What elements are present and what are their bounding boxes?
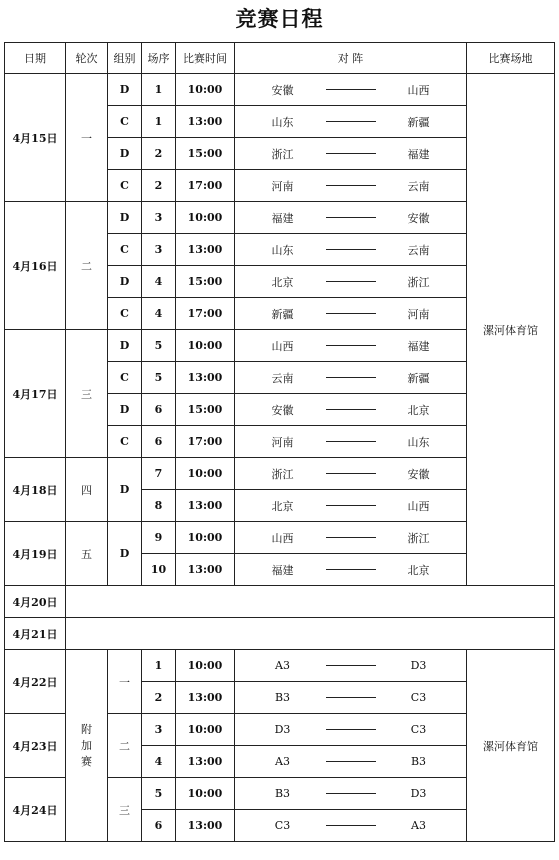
matchup-cell [235,746,467,778]
round-cell: 四 [66,458,108,522]
time-cell: 13:00 [176,554,235,586]
seq-cell: 2 [142,170,176,202]
empty-cell [66,586,555,618]
time-cell: 10:00 [176,74,235,106]
header-row [5,43,555,74]
matchup [235,106,466,137]
seq-cell: 7 [142,458,176,490]
time-cell: 13:00 [176,362,235,394]
group-cell: C [108,170,142,202]
table-row [5,650,555,682]
group-cell: D [108,394,142,426]
group-cell: C [108,426,142,458]
matchup [235,746,466,777]
matchup-cell [235,394,467,426]
schedule-table [4,42,555,842]
rest-day-row [5,586,555,618]
home-team: 山东 [271,115,294,129]
round-cell: 二 [108,714,142,778]
date-cell: 4月18日 [5,458,66,522]
header-date: 日期 [5,43,66,74]
home-team: 北京 [271,275,294,289]
away-team: 浙江 [407,275,430,289]
matchup [235,426,466,457]
seq-cell: 8 [142,490,176,522]
time-cell: 15:00 [176,138,235,170]
matchup-cell [235,682,467,714]
versus-line [326,217,376,218]
away-team: 福建 [407,339,430,353]
versus-line [326,121,376,122]
seq-cell: 3 [142,714,176,746]
seq-cell: 6 [142,394,176,426]
versus-line [326,89,376,90]
away-team: 云南 [407,243,430,257]
round-cell: 三 [108,778,142,842]
round-cell: 一 [108,650,142,714]
venue-cell: 漯河体育馆 [467,74,555,586]
group-cell: C [108,234,142,266]
seq-cell: 10 [142,554,176,586]
versus-line [326,345,376,346]
away-team: 山西 [407,499,430,513]
versus-line [326,441,376,442]
matchup [235,714,466,745]
versus-line [326,537,376,538]
versus-line [326,665,376,666]
versus-line [326,377,376,378]
away-team: 北京 [407,403,430,417]
matchup [235,810,466,841]
matchup-cell [235,714,467,746]
round-cell: 五 [66,522,108,586]
matchup [235,490,466,521]
header-group: 组别 [108,43,142,74]
matchup [235,554,466,585]
versus-line [326,313,376,314]
away-team: 新疆 [407,371,430,385]
matchup-cell [235,74,467,106]
seq-cell: 2 [142,682,176,714]
away-team: 新疆 [407,115,430,129]
group-cell: C [108,106,142,138]
extra-label-cell [66,650,108,842]
group-cell: D [108,522,142,586]
versus-line [326,473,376,474]
home-team: 安徽 [271,83,294,97]
matchup-cell [235,362,467,394]
home-team: 云南 [271,371,294,385]
matchup-cell [235,138,467,170]
away-team: D3 [410,659,427,672]
away-team: 安徽 [407,211,430,225]
date-cell: 4月24日 [5,778,66,842]
time-cell: 10:00 [176,778,235,810]
home-team: 山东 [271,243,294,257]
matchup [235,778,466,809]
home-team: D3 [274,723,291,736]
date-cell: 4月15日 [5,74,66,202]
away-team: 河南 [407,307,430,321]
versus-line [326,697,376,698]
time-cell: 10:00 [176,330,235,362]
date-cell: 4月20日 [5,586,66,618]
time-cell: 13:00 [176,106,235,138]
group-cell: D [108,266,142,298]
time-cell: 15:00 [176,394,235,426]
time-cell: 13:00 [176,234,235,266]
seq-cell: 5 [142,330,176,362]
round-cell: 三 [66,330,108,458]
seq-cell: 4 [142,298,176,330]
versus-line [326,505,376,506]
home-team: C3 [274,819,291,832]
matchup-cell [235,810,467,842]
group-cell: C [108,362,142,394]
home-team: 河南 [271,179,294,193]
matchup [235,394,466,425]
home-team: 安徽 [271,403,294,417]
header-round: 轮次 [66,43,108,74]
home-team: B3 [274,787,291,800]
header-matchup: 对 阵 [235,43,467,74]
time-cell: 13:00 [176,490,235,522]
away-team: D3 [410,787,427,800]
matchup [235,266,466,297]
seq-cell: 5 [142,778,176,810]
header-time: 比赛时间 [176,43,235,74]
group-cell: D [108,202,142,234]
versus-line [326,153,376,154]
date-cell: 4月21日 [5,618,66,650]
time-cell: 17:00 [176,426,235,458]
versus-line [326,185,376,186]
seq-cell: 1 [142,106,176,138]
page-title: 竞赛日程 [235,6,324,31]
seq-cell: 4 [142,266,176,298]
away-team: 北京 [407,563,430,577]
date-cell: 4月16日 [5,202,66,330]
group-cell: D [108,138,142,170]
matchup [235,170,466,201]
matchup-cell [235,170,467,202]
home-team: 浙江 [271,147,294,161]
seq-cell: 6 [142,810,176,842]
home-team: A3 [275,755,290,768]
header-venue: 比赛场地 [467,43,555,74]
away-team: 安徽 [407,467,430,481]
home-team: A3 [275,659,290,672]
matchup [235,682,466,713]
away-team: B3 [410,755,427,768]
seq-cell: 5 [142,362,176,394]
time-cell: 13:00 [176,810,235,842]
away-team: 山东 [407,435,430,449]
rest-day-row [5,618,555,650]
matchup-cell [235,650,467,682]
time-cell: 17:00 [176,298,235,330]
time-cell: 13:00 [176,682,235,714]
away-team: 浙江 [407,531,430,545]
versus-line [326,761,376,762]
date-cell: 4月22日 [5,650,66,714]
group-cell: D [108,74,142,106]
matchup [235,522,466,553]
matchup-cell [235,202,467,234]
matchup [235,650,466,681]
home-team: B3 [274,691,291,704]
matchup [235,202,466,233]
round-cell: 一 [66,74,108,202]
matchup-cell [235,106,467,138]
time-cell: 10:00 [176,202,235,234]
matchup-cell [235,490,467,522]
matchup [235,330,466,361]
away-team: C3 [410,691,427,704]
versus-line [326,249,376,250]
versus-line [326,825,376,826]
matchup-cell [235,298,467,330]
home-team: 北京 [271,499,294,513]
time-cell: 10:00 [176,714,235,746]
seq-cell: 3 [142,234,176,266]
away-team: 云南 [407,179,430,193]
home-team: 山西 [271,531,294,545]
away-team: 山西 [407,83,430,97]
home-team: 河南 [271,435,294,449]
matchup-cell [235,522,467,554]
time-cell: 17:00 [176,170,235,202]
matchup-cell [235,234,467,266]
home-team: 福建 [271,211,294,225]
time-cell: 10:00 [176,650,235,682]
seq-cell: 2 [142,138,176,170]
versus-line [326,569,376,570]
group-cell: D [108,458,142,522]
seq-cell: 3 [142,202,176,234]
versus-line [326,409,376,410]
time-cell: 13:00 [176,746,235,778]
empty-cell [66,618,555,650]
home-team: 山西 [271,339,294,353]
date-cell: 4月23日 [5,714,66,778]
matchup-cell [235,426,467,458]
versus-line [326,729,376,730]
group-cell: C [108,298,142,330]
seq-cell: 9 [142,522,176,554]
matchup [235,458,466,489]
matchup [235,362,466,393]
seq-cell: 4 [142,746,176,778]
home-team: 福建 [271,563,294,577]
seq-cell: 1 [142,74,176,106]
time-cell: 10:00 [176,458,235,490]
extra-label: 附加赛 [81,722,92,768]
venue-cell: 漯河体育馆 [467,650,555,842]
versus-line [326,793,376,794]
date-cell: 4月17日 [5,330,66,458]
seq-cell: 6 [142,426,176,458]
versus-line [326,281,376,282]
home-team: 浙江 [271,467,294,481]
matchup [235,138,466,169]
matchup-cell [235,778,467,810]
group-cell: D [108,330,142,362]
seq-cell: 1 [142,650,176,682]
table-row [5,74,555,106]
matchup [235,74,466,105]
header-seq: 场序 [142,43,176,74]
matchup [235,298,466,329]
time-cell: 10:00 [176,522,235,554]
matchup-cell [235,266,467,298]
away-team: C3 [410,723,427,736]
matchup-cell [235,554,467,586]
matchup [235,234,466,265]
round-cell: 二 [66,202,108,330]
home-team: 新疆 [271,307,294,321]
away-team: A3 [411,819,426,832]
matchup-cell [235,330,467,362]
time-cell: 15:00 [176,266,235,298]
away-team: 福建 [407,147,430,161]
date-cell: 4月19日 [5,522,66,586]
matchup-cell [235,458,467,490]
